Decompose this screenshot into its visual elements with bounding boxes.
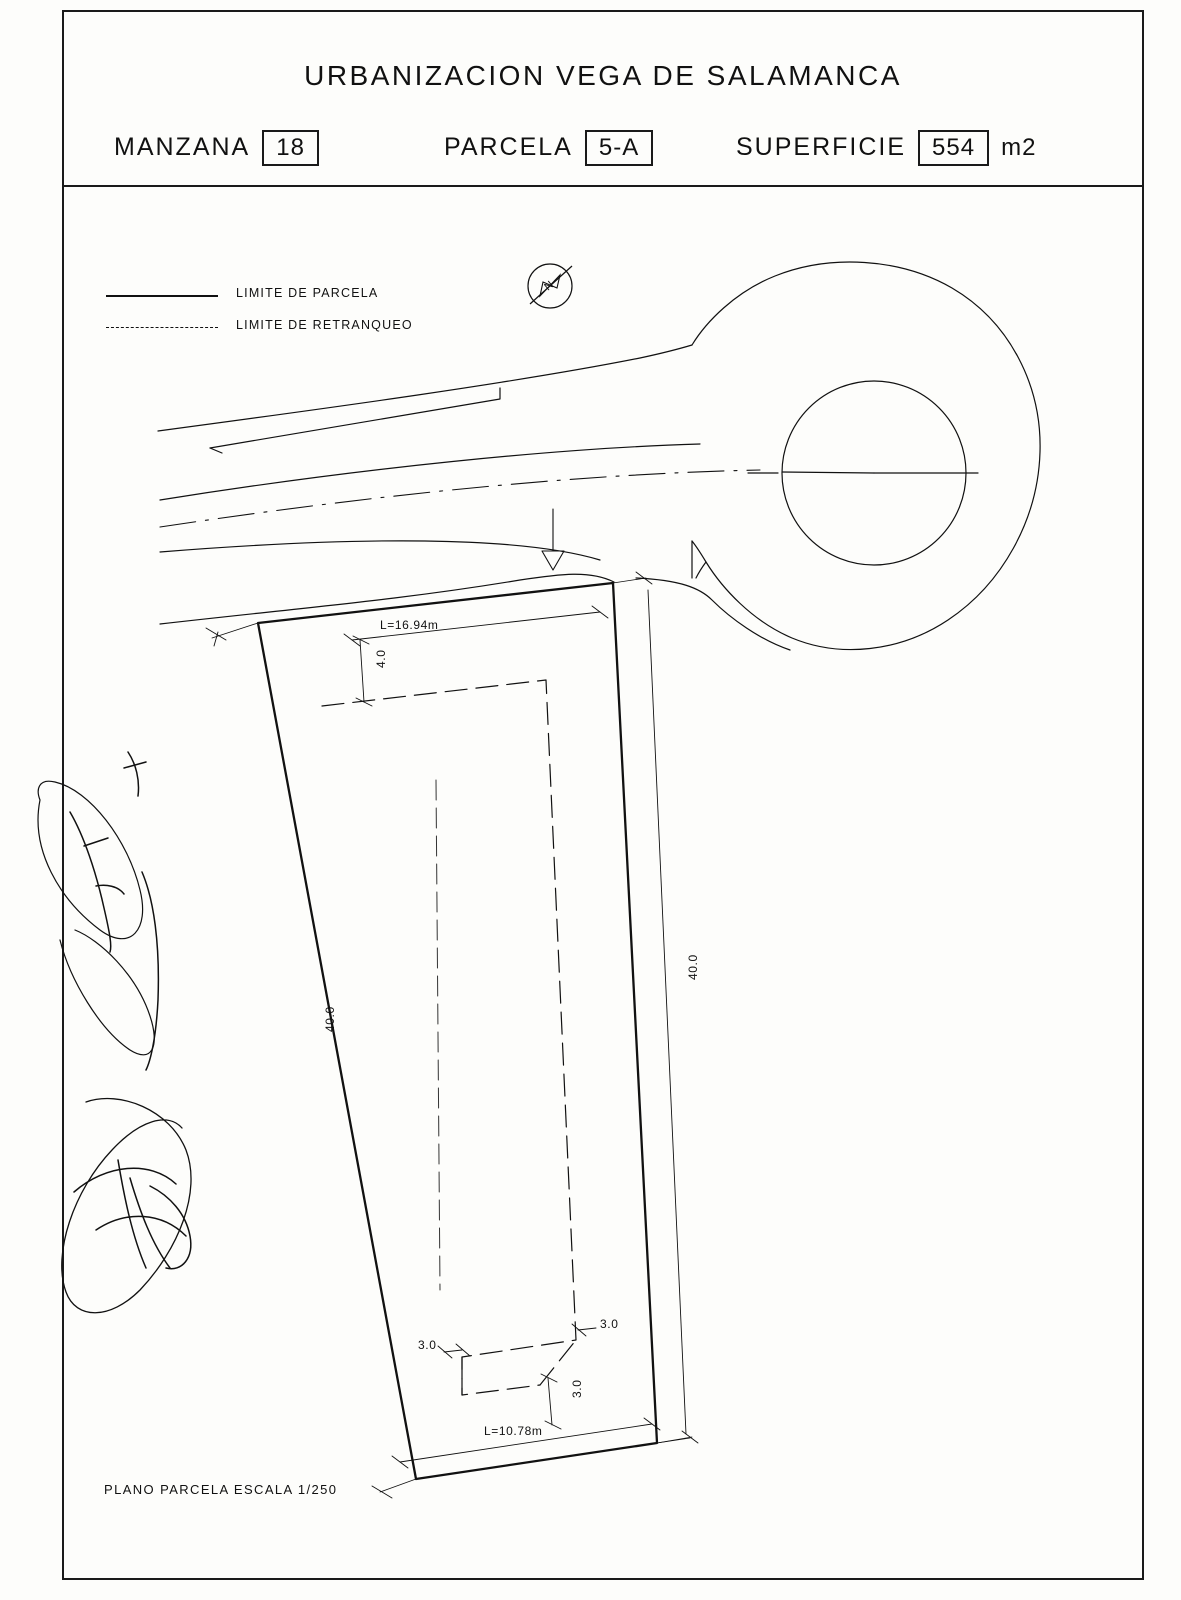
- legend-item-label: LIMITE DE RETRANQUEO: [236, 318, 413, 332]
- legend-item-limite-retranqueo: [106, 318, 466, 350]
- dimension-setback-rear: 3.0: [570, 1379, 584, 1398]
- field-superficie-label: SUPERFICIE: [736, 133, 907, 162]
- legend-dashed-line-icon: [106, 327, 218, 328]
- svg-text:N: N: [542, 278, 557, 294]
- field-manzana-value: 18: [262, 130, 319, 166]
- legend: [106, 286, 466, 350]
- field-superficie-unit: m2: [1001, 133, 1037, 161]
- legend-item-limite-parcela: [106, 286, 466, 318]
- field-superficie: [736, 130, 1036, 166]
- dimension-setback-front: 4.0: [374, 649, 388, 668]
- title-block: [64, 12, 1142, 187]
- legend-solid-line-icon: [106, 295, 218, 297]
- dimension-right-side: 40.0: [686, 954, 700, 980]
- dimension-top-length: L=16.94m: [380, 618, 439, 632]
- field-parcela-value: 5-A: [585, 130, 653, 166]
- field-manzana: [114, 130, 319, 166]
- legend-item-label: LIMITE DE PARCELA: [236, 286, 379, 300]
- dimension-left-side: 40.0: [323, 1006, 337, 1032]
- north-arrow-icon: [516, 258, 584, 320]
- dimension-setback-left: 3.0: [418, 1338, 437, 1352]
- page-title: URBANIZACION VEGA DE SALAMANCA: [304, 60, 902, 91]
- field-parcela: [444, 130, 653, 166]
- field-manzana-label: MANZANA: [114, 133, 251, 162]
- sheet-border: [62, 10, 1144, 1580]
- dimension-bottom-length: L=10.78m: [484, 1424, 543, 1438]
- field-superficie-value: 554: [918, 130, 989, 166]
- dimension-setback-right: 3.0: [600, 1317, 619, 1331]
- title-fields-row: [64, 130, 1142, 178]
- field-parcela-label: PARCELA: [444, 133, 573, 162]
- scale-caption: PLANO PARCELA ESCALA 1/250: [104, 1482, 338, 1497]
